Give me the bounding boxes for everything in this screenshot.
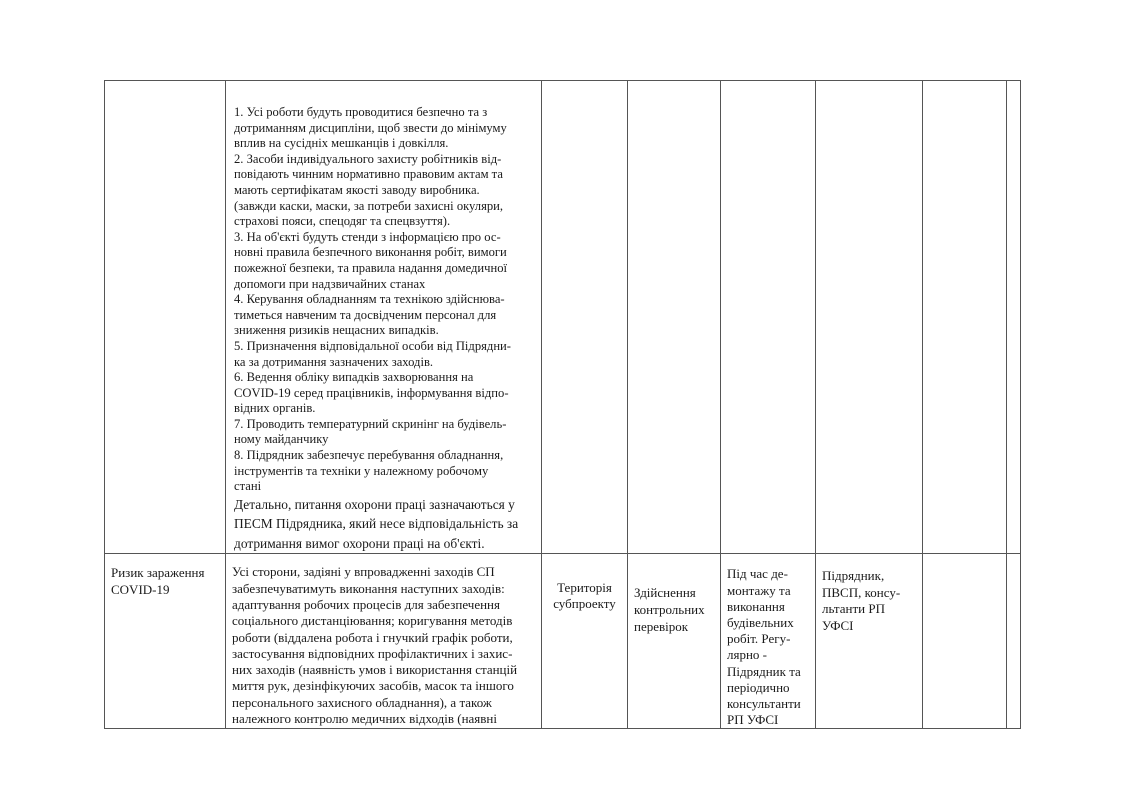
- text-line: 1. Усі роботи будуть проводитися безпечно та з: [234, 105, 488, 119]
- text-line: Усі сторони, задіяні у впровадженні заходів СП: [232, 564, 495, 580]
- measures-list: [226, 81, 541, 495]
- text-line: 7. Проводить температурний скринінг на будівель-: [234, 416, 507, 431]
- responsible-label: Підрядник, ПВСП, консу-льтанти РП УФСІ: [822, 568, 901, 633]
- text-line: застосування відповідних профілактичних і захис-: [232, 645, 513, 661]
- location-label: Територія субпроекту: [553, 580, 616, 612]
- table-row: [105, 81, 1021, 554]
- text-line: персонального захисного обладнання), а також: [232, 694, 492, 710]
- text-line: належного контролю медичних відходів (наявні: [232, 711, 497, 727]
- esmp-table: [104, 80, 1021, 729]
- empty-cell: [542, 81, 628, 554]
- text-line: забезпечуватимуть виконання наступних заходів:: [232, 580, 505, 596]
- text-line: (завжди каски, маски, за потреби захисні окуляри,: [234, 198, 504, 213]
- empty-cell: [816, 81, 923, 554]
- text-line: Детально, питання охорони праці зазначаються у: [234, 496, 515, 512]
- monitoring-label: Здійснення контрольних перевірок: [634, 585, 705, 635]
- text-line: ка за дотримання зазначених заходів.: [234, 354, 434, 369]
- text-line: новні правила безпечного виконання робіт, вимоги: [234, 245, 507, 260]
- empty-cell: [721, 81, 816, 554]
- text-line: інструментів та техніки у належному робочому: [234, 463, 489, 478]
- empty-cell: [1007, 554, 1021, 729]
- text-line: ному майданчику: [234, 432, 329, 447]
- text-line: зниження ризиків нещасних випадків.: [234, 323, 439, 338]
- table-row: [105, 554, 1021, 729]
- text-line: миття рук, дезінфікуючих засобів, масок та іншого: [232, 678, 514, 694]
- text-line: відних органів.: [234, 401, 316, 416]
- text-line: роботи (віддалена робота і гнучкий графік роботи,: [232, 629, 513, 645]
- measures-cell: [226, 81, 542, 554]
- text-line: повідають чинним нормативно правовим актам та: [234, 167, 503, 182]
- empty-cell: [1007, 81, 1021, 554]
- text-line: стані: [234, 479, 262, 494]
- text-line: COVID-19 серед працівників, інформування відпо-: [234, 385, 509, 400]
- empty-cell: [923, 554, 1007, 729]
- text-line: адаптування робочих процесів для забезпечення: [232, 596, 500, 612]
- text-line: страхові пояси, спецодяг та спецвзуття).: [234, 214, 451, 229]
- measures-summary: [226, 495, 541, 554]
- measures-cell: [226, 554, 542, 729]
- text-line: ПЕСМ Підрядника, який несе відповідальність за: [234, 516, 519, 532]
- timing-cell: [721, 554, 816, 729]
- text-line: соціального дистанціювання; коригування методів: [232, 613, 513, 629]
- text-line: пожежної безпеки, та правила надання домедичної: [234, 260, 508, 275]
- text-line: 2. Засоби індивідуального захисту робітників від-: [234, 151, 502, 166]
- text-line: тиметься навченим та досвідченим персонал для: [234, 307, 497, 322]
- text-line: 6. Ведення обліку випадків захворювання на: [234, 370, 474, 385]
- monitoring-cell: [628, 554, 721, 729]
- text-line: 5. Призначення відповідальної особи від Підрядни-: [234, 338, 511, 353]
- text-line: 8. Підрядник забезпечує перебування обладнання,: [234, 448, 504, 463]
- risk-cell: [105, 81, 226, 554]
- risk-cell: [105, 554, 226, 729]
- risk-label: Ризик зараження COVID-19: [111, 565, 205, 598]
- timing-label: Під час де-монтажу та виконання будівельних робіт. Регу-лярно - Підрядник та періодично консультанти РП УФСІ: [727, 566, 801, 728]
- empty-cell: [923, 81, 1007, 554]
- text-line: них заходів (наявність умов і використання станцій: [232, 662, 518, 678]
- text-line: дотриманням дисципліни, щоб звести до мінімуму: [234, 120, 507, 135]
- text-line: 3. На об'єкті будуть стенди з інформацією про ос-: [234, 229, 501, 244]
- text-line: дотримання вимог охорони праці на об'єкті.: [234, 535, 485, 551]
- text-line: 4. Керування обладнанням та технікою здійснюва-: [234, 292, 505, 307]
- text-line: мають сертифікатам якості заводу виробника.: [234, 182, 480, 197]
- measures-list: [226, 554, 541, 727]
- responsible-cell: [816, 554, 923, 729]
- location-cell: [542, 554, 628, 729]
- text-line: допомоги при надзвичайних станах: [234, 276, 426, 291]
- empty-cell: [628, 81, 721, 554]
- text-line: вплив на сусідніх мешканців і довкілля.: [234, 136, 449, 151]
